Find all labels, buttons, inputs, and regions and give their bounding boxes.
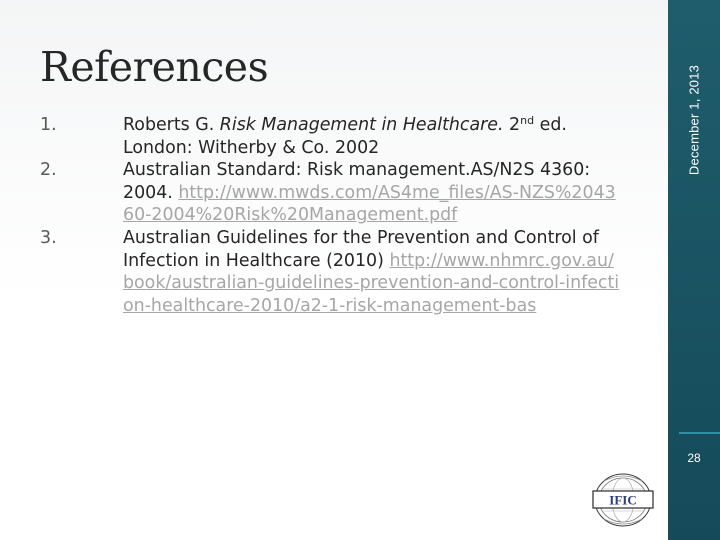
logo-text: IFIC — [609, 492, 637, 508]
reference-description: Australian Guidelines for the Prevention and Control of Infection in Healthcare (2010) — [123, 227, 599, 271]
reference-item — [40, 114, 620, 159]
page-number: 28 — [687, 451, 701, 465]
reference-item — [40, 227, 620, 317]
slide-date: December 1, 2013 — [686, 64, 702, 176]
reference-number: 2. — [40, 160, 57, 181]
reference-item — [40, 159, 620, 227]
reference-text — [123, 227, 620, 317]
ific-globe-logo — [590, 470, 656, 530]
reference-text — [123, 114, 620, 159]
slide-title: References — [40, 43, 269, 91]
reference-edition-number: 2 — [503, 115, 521, 135]
reference-number: 3. — [40, 227, 57, 248]
side-divider — [679, 432, 720, 434]
reference-author: Roberts G. — [123, 115, 220, 135]
reference-link[interactable]: http://www.mwds.com/AS4me_files/AS-NZS%204360-2004%20Risk%20Management.pdf — [123, 182, 616, 226]
reference-title: Risk Management in Healthcare. — [219, 115, 504, 135]
reference-number: 1. — [40, 115, 57, 135]
reference-link[interactable]: http://www.nhmrc.gov.au/book/australian-guidelines-prevention-and-control-infection-healthcare-2010/a2-1-risk-management-bas — [123, 250, 620, 316]
reference-list — [40, 114, 620, 317]
reference-edition-suffix: nd — [520, 114, 535, 127]
reference-detail: ed. London: Witherby & Co. 2002 — [123, 115, 567, 158]
reference-text — [123, 159, 620, 227]
reference-description: Australian Standard: Risk management.AS/N2S 4360: 2004. — [123, 160, 591, 203]
